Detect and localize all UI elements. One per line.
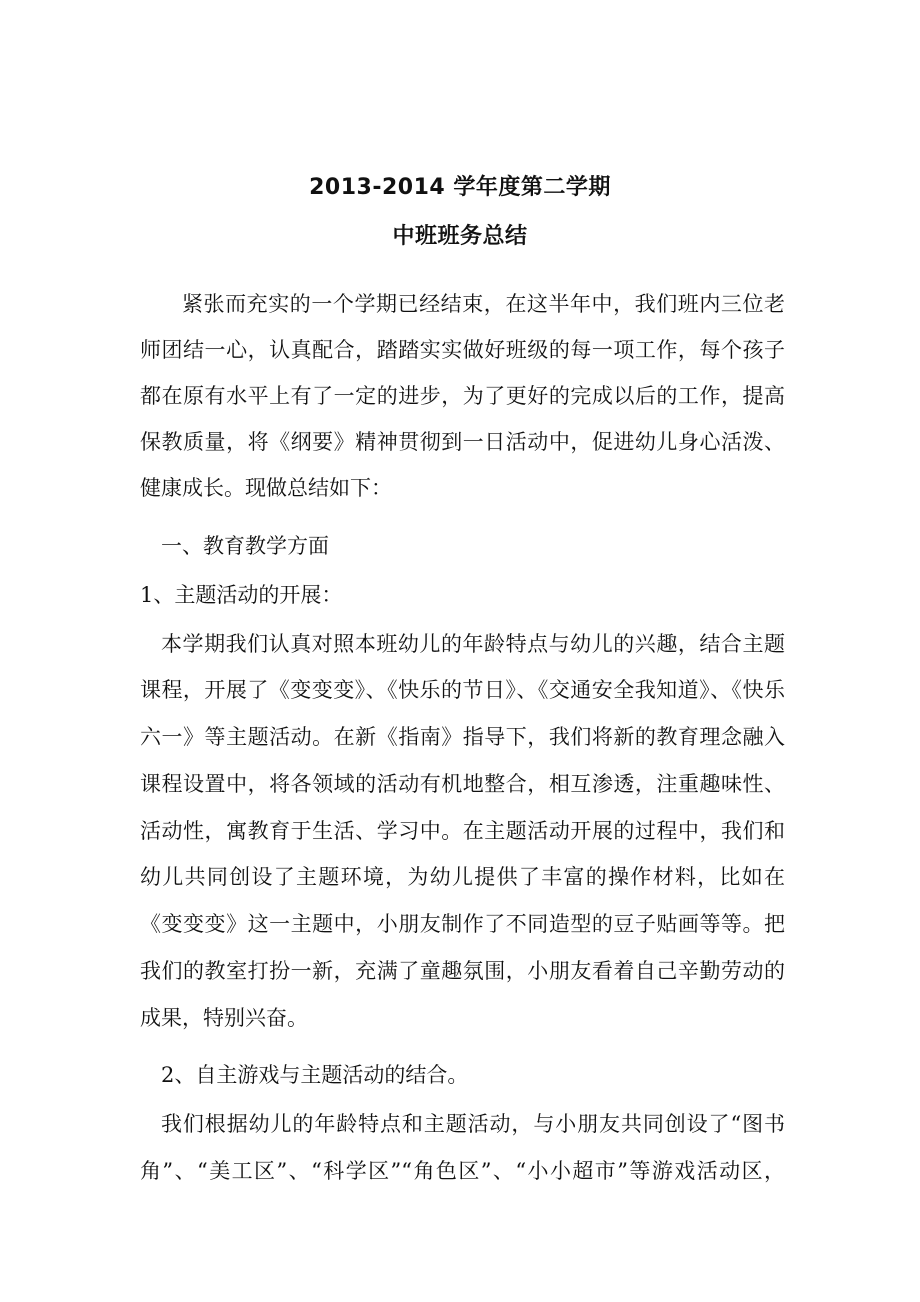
- subsection-heading: 1、主题活动的开展：: [140, 583, 343, 607]
- paragraph-line: 课程设置中，将各领域的活动有机地整合，相互渗透，注重趣味性、: [140, 772, 785, 796]
- paragraph-line: 角”、“美工区”、“科学区”“角色区”、“小小超市”等游戏活动区，: [140, 1159, 785, 1183]
- paragraph-line: 本学期我们认真对照本班幼儿的年龄特点与幼儿的兴趣，结合主题: [161, 632, 785, 656]
- paragraph-line: 健康成长。现做总结如下：: [140, 476, 392, 500]
- subsection-heading: 2、自主游戏与主题活动的结合。: [161, 1063, 469, 1087]
- paragraph-line: 我们根据幼儿的年龄特点和主题活动，与小朋友共同创设了“图书: [161, 1112, 785, 1136]
- document-subtitle: 中班班务总结: [392, 224, 528, 249]
- paragraph-line: 保教质量，将《纲要》精神贯彻到一日活动中，促进幼儿身心活泼、: [140, 430, 785, 454]
- paragraph-line: 都在原有水平上有了一定的进步，为了更好的完成以后的工作，提高: [140, 384, 785, 408]
- paragraph-line: 《变变变》这一主题中，小朋友制作了不同造型的豆子贴画等等。把: [140, 912, 785, 936]
- paragraph-line: 成果，特别兴奋。: [140, 1006, 308, 1030]
- paragraph-line: 师团结一心，认真配合，踏踏实实做好班级的每一项工作，每个孩子: [140, 338, 785, 362]
- paragraph-line: 课程，开展了《变变变》、《快乐的节日》、《交通安全我知道》、《快乐: [140, 678, 785, 702]
- paragraph-line: 紧张而充实的一个学期已经结束，在这半年中，我们班内三位老: [182, 292, 785, 316]
- paragraph-line: 六一》等主题活动。在新《指南》指导下，我们将新的教育理念融入: [140, 725, 785, 749]
- paragraph-line: 我们的教室打扮一新，充满了童趣氛围，小朋友看着自己辛勤劳动的: [140, 959, 785, 983]
- paragraph-line: 活动性，寓教育于生活、学习中。在主题活动开展的过程中，我们和: [140, 819, 785, 843]
- section-heading: 一、教育教学方面: [161, 534, 329, 558]
- paragraph-line: 幼儿共同创设了主题环境，为幼儿提供了丰富的操作材料，比如在: [140, 865, 785, 889]
- document-title: 2013-2014 学年度第二学期: [309, 175, 611, 200]
